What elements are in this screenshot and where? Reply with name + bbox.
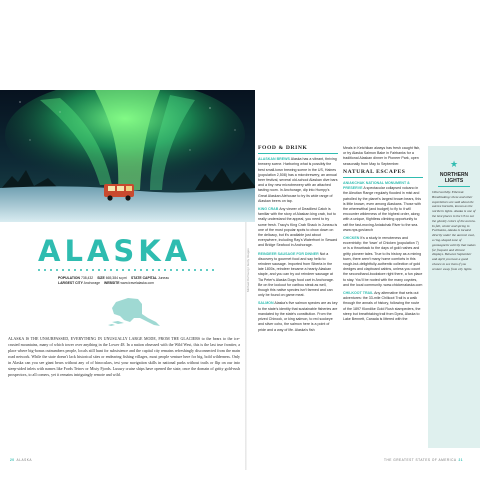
sidebar-divider [438, 186, 470, 187]
sidebar-title: NORTHERN LIGHTS [439, 172, 469, 184]
page-title: ALASKA [38, 234, 192, 268]
title-dot-divider [38, 268, 214, 272]
aurora-photo [0, 90, 255, 222]
escape-entry: CHILKOOT TRAIL Any alternative that sets out adventures: the 33-mile Chilkoot Trail is a walk through the annals of history, following the route of the 1897 Klondike Gold Rush stampeders, the steep but breathtaking trail from Dyea, Alaska to Lake Bennett, Canada is littered with the [343, 291, 421, 322]
left-folio: 20 ALASKA [10, 458, 32, 462]
stat-size: SIZE 665,384 sq mi [97, 276, 128, 280]
photo-credit: Michael DeYoung / Getty Images [246, 248, 250, 292]
food-entry: KING CRAB Any viewer of Deadliest Catch is familiar with the story of Alaskan king crab, but to really understand the appeal, you need to try some fresh. Tracy's King Crab Shack in Juneau is one of the most popular spots to chow down on the delicacy, but it's available just about everywhere, including Ray's Waterfront in Seward and Bridge Seafood in Anchorage. [258, 207, 338, 248]
star-icon: ★ [450, 159, 459, 169]
natural-escapes-heading: NATURAL ESCAPES [343, 170, 423, 178]
stat-capital: STATE CAPITAL Juneau [131, 276, 170, 280]
intro-paragraph: ALASKA IS THE UNSURPASSED, EVERYTHING IN UNUSUALLY LARGE MODE, FROM THE GLACIERS to the bears to the ice-crusted mountains, many of which tower over anything in the Lower 48. In a nation obsessed with the Wild West, this is the last true frontier, a place where big-bonus outnumbers people, locals still hunt for subsistence and the capital city remains refreshingly disconnected from the main road network. While the state doesn't lack historical sites or endearing fishing villages, most people venture here for big, bold wilderness. Only in Alaska can you see giant bears without any of of binoculars, test your navigation skills in national parks without trails or flip on our into steep-sided inlets with names like Fords Tetrov or Misty Fjords. Luxury cruise ships have opened the state, once the domain of gritty gold-rush prospectors, to all comers, yet it remains intriguingly remote and wild. [8, 336, 240, 377]
natural-escapes-column [343, 146, 423, 325]
food-entry: SALMON Alaska's five salmon species are as key to the state's identity that sustainable fisheries are mandated by the state's constitution. From the prized Chinook, or king salmon, to red sockeye and silver coho, the salmon here is a point of pride and a way of life. Alaska's fish [258, 301, 338, 332]
food-entry: ALASKAN BREWS Alaska has a vibrant, thriving brewery scene. Harboring what is possibly the best small-town brewing scene in the US, Haines (population 2,508) has a microbrewery, an annual beer festival, several old-school Alaskan dive bars and a tiny new microbrewery with an attached tasting room. In Anchorage, dip into Humpy's Great Alaskan Alehouse to try its wide range of Alaskan beers on tap. [258, 157, 338, 203]
food-entry-continued: Meals in Ketchikan always has fresh caught fish, or try Alaska Salmon Bake in Fairbanks for a traditional Alaskan dinner in Pioneer Park, open seasonally from May to September. [343, 146, 421, 166]
escape-entry: CHICKEN It's a study in remoteness and eccentricity: the 'town' of Chicken (population 7) or is a throwback to the days of gold rushes and gritty pioneer tales. True to its history as a mining town, there aren't many home comforts in this rough-but-delightfully-authentic collection of gold dredges and clapboard cabins, unless you count the secondhand-bookstore right there, a fun place to stay. You'll be rooted with the many coyotes, and the local community. www.chickenalaska.com [343, 236, 423, 287]
northern-lights-sidebar [428, 146, 480, 448]
right-folio: THE GREATEST STATES OF AMERICA 21 [384, 458, 464, 462]
stat-website[interactable]: WEBSITE www.travelalaska.com [104, 281, 154, 286]
state-stats [58, 276, 230, 287]
food-drink-heading: FOOD & DRINK [258, 146, 338, 154]
stat-population: POPULATION 738,432 [58, 276, 94, 280]
aurora-illustration [0, 90, 255, 222]
sidebar-body: Otherworldly. Ethereal. Breathtaking: these and other superlatives are said about the aurora borealis, known as the northern lights. Alaska is one of the best places in the US to see the ghostly colors of the aurora. In fall, winter and spring in Fairbanks, Alaska is located directly under the auroral oval, a ring-shaped zone of geomagnetic activity that makes for frequent and vibrant displays. Between September and April you have a good chance to see them if you venture away from city lights. [432, 190, 476, 271]
alaska-map-icon [108, 292, 164, 330]
stat-largest-city: LARGEST CITY Anchorage [58, 281, 101, 286]
food-drink-column [258, 146, 338, 336]
food-entry: REINDEER SAUSAGE FOR DINNER Not a discovery to gourmet food and say hello to reindeer sausage. Imported from Siberia in the late 1800s, reindeer became a hearty Alaskan staple, and you can try out reindeer sausage at Tia Peter's Alaska Dogs food cart in Anchorage. Be on the lookout for caribou steak as well, though this native species isn't farmed and can only be found on game meat. [258, 251, 334, 298]
escape-entry: ANIAKCHAK NATIONAL MONUMENT & PRESERVE A spectacular collapsed volcano in the Aleutian Range regularly flooded in mist and patrolled by the planet's largest brown bears, this is little known, even among Alaskans. Those with the wherewithal (and budget) to fly to it will encounter wilderness of the highest order, along with a unique, flightless climbing opportunity to raft the fast-moving Aniakchak River to the sea. www.nps.gov/anch [343, 181, 421, 232]
